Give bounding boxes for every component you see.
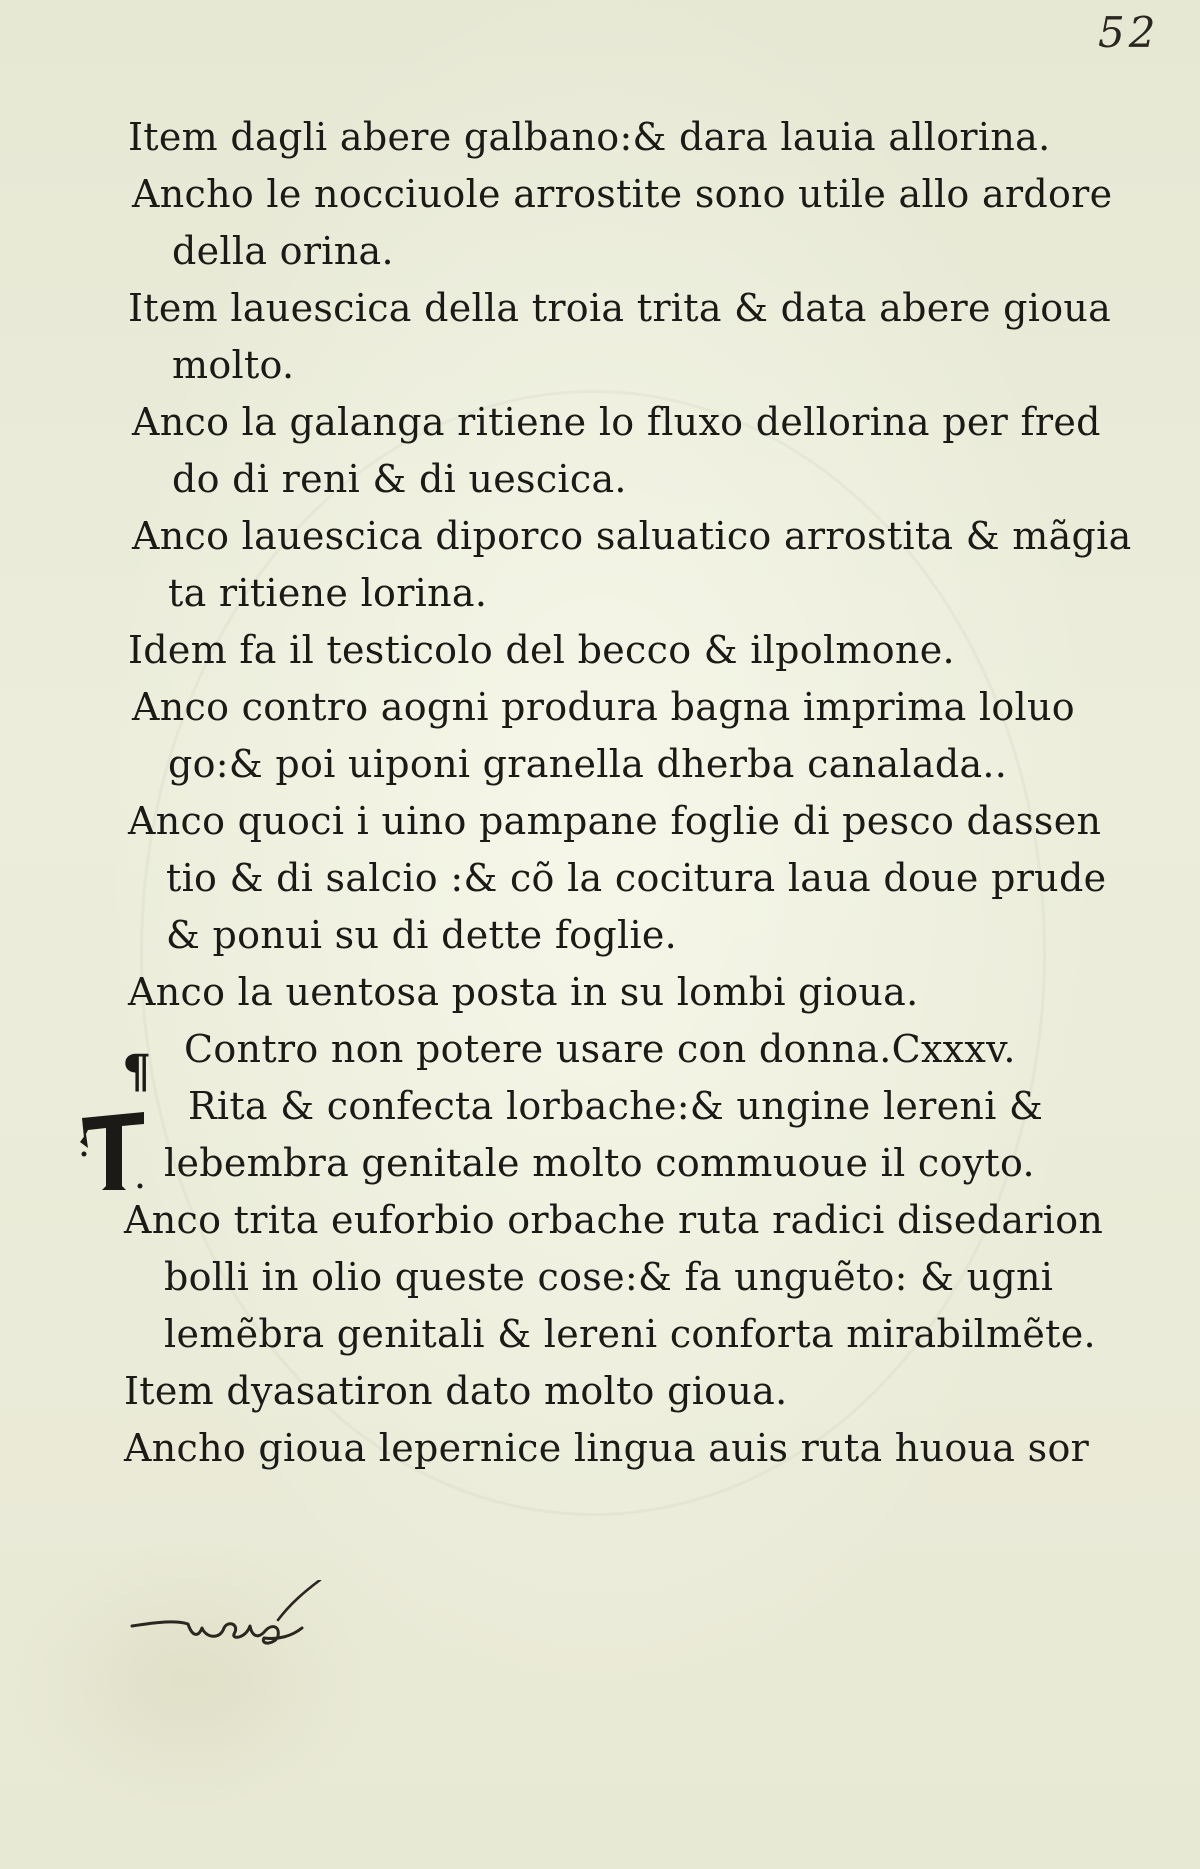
handwritten-annotation xyxy=(128,1580,338,1680)
text-line: do di reni & di uescica. xyxy=(172,457,627,501)
text-line: tio & di salcio :& cõ la cocitura laua doue prude xyxy=(166,856,1107,900)
text-line: molto. xyxy=(172,343,295,387)
text-line: & ponui su di dette foglie. xyxy=(166,913,678,957)
text-line: Item dagli abere galbano:& dara lauia allorina. xyxy=(128,115,1051,159)
text-line: bolli in olio queste cose:& fa unguẽto: & ugni xyxy=(164,1255,1054,1299)
text-line: Anco la uentosa posta in su lombi gioua. xyxy=(128,970,919,1014)
text-line: Ancho le nocciuole arrostite sono utile allo ardore xyxy=(132,172,1113,216)
text-line: Idem fa il testicolo del becco & ilpolmone. xyxy=(128,628,955,672)
text-line: della orina. xyxy=(172,229,394,273)
text-line: go:& poi uiponi granella dherba canalada.. xyxy=(168,742,1008,786)
section-heading: Contro non potere usare con donna.Cxxxv. xyxy=(184,1027,1016,1071)
drop-cap-initial xyxy=(78,1108,150,1192)
text-line: Rita & confecta lorbache:& ungine lereni & xyxy=(188,1084,1044,1128)
text-line: Ancho gioua lepernice lingua auis ruta huoua sor xyxy=(124,1426,1090,1470)
paragraph-mark: ¶ xyxy=(122,1044,152,1098)
text-line: ta ritiene lorina. xyxy=(168,571,488,615)
text-line: Item dyasatiron dato molto gioua. xyxy=(124,1369,788,1413)
text-line: Anco trita euforbio orbache ruta radici disedarion xyxy=(124,1198,1104,1242)
text-line: Anco quoci i uino pampane foglie di pesco dassen xyxy=(128,799,1102,843)
text-line: Anco la galanga ritiene lo fluxo dellorina per fred xyxy=(132,400,1101,444)
text-line: lemẽbra genitali & lereni conforta mirabilmẽte. xyxy=(164,1312,1096,1356)
text-line: Anco contro aogni produra bagna imprima loluo xyxy=(132,685,1075,729)
folio-number: 52 xyxy=(1098,8,1160,57)
text-line: Item lauescica della troia trita & data abere gioua xyxy=(128,286,1112,330)
text-line: lebembra genitale molto commuoue il coyto. xyxy=(164,1141,1035,1185)
text-line: Anco lauescica diporco saluatico arrostita & mãgia xyxy=(132,514,1132,558)
